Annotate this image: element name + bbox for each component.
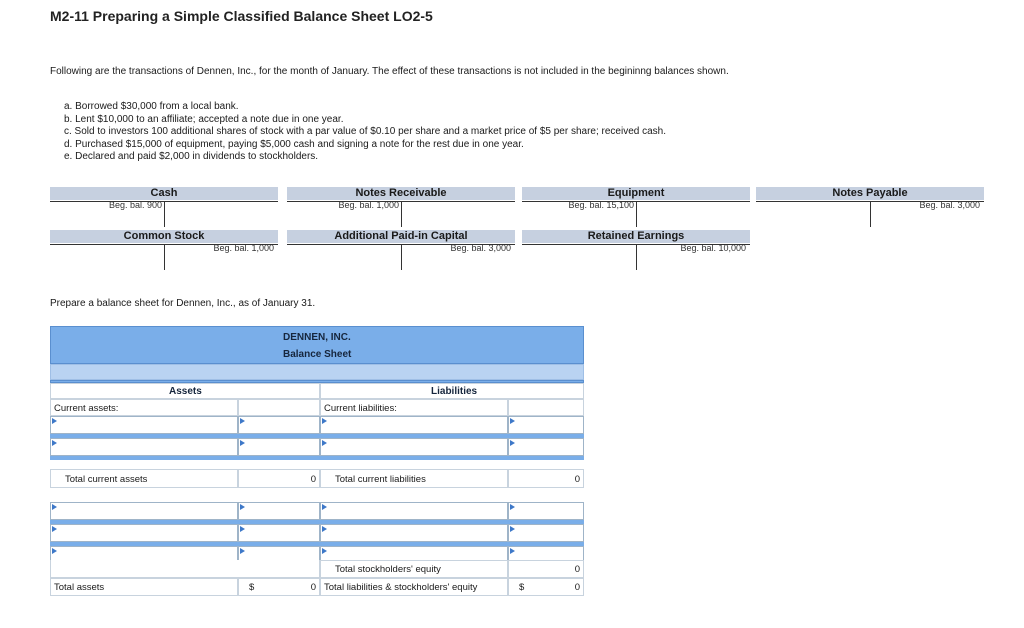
transaction-item: c. Sold to investors 100 additional shares of stock with a par value of $0.10 per share and a market price of $5 per share; received cash.	[64, 126, 667, 137]
current-liabilities-label: Current liabilities:	[324, 403, 397, 414]
liability-amount-input[interactable]	[508, 438, 584, 456]
total-current-liabilities-value: 0	[574, 474, 580, 485]
total-equity-amount-cell	[508, 560, 584, 578]
t-account-title: Additional Paid-in Capital	[287, 230, 515, 243]
blank-cell	[50, 560, 320, 578]
t-account-title: Retained Earnings	[522, 230, 750, 243]
total-assets-currency: $	[249, 582, 255, 593]
liability-name-input[interactable]	[320, 438, 508, 456]
blank-cell	[508, 399, 584, 416]
blank-cell	[238, 399, 320, 416]
liabilities-header-cell	[320, 383, 584, 399]
t-account-title: Cash	[50, 187, 278, 200]
transaction-item: d. Purchased $15,000 of equipment, paying $5,000 cash and signing a note for the rest due in one year.	[64, 138, 524, 150]
transaction-item: a. Borrowed $30,000 from a local bank.	[64, 101, 239, 112]
transaction-item: b. Lent $10,000 to an affiliate; accepted a note due in one year.	[64, 113, 344, 125]
t-account-title: Notes Receivable	[287, 187, 515, 200]
total-assets-cell	[50, 578, 238, 596]
t-account-debit: Beg. bal. 1,000	[338, 200, 399, 210]
t-account-divider	[401, 244, 402, 270]
t-account-title: Notes Payable	[756, 187, 984, 200]
asset-name-input[interactable]	[50, 502, 238, 520]
t-account-notes-receivable	[287, 187, 515, 209]
liability-amount-input[interactable]	[508, 416, 584, 434]
asset-name-input[interactable]	[50, 524, 238, 542]
total-liab-equity-cell	[320, 578, 508, 596]
current-assets-label: Current assets:	[54, 403, 119, 414]
instruction-text: Prepare a balance sheet for Dennen, Inc., as of January 31.	[50, 298, 316, 309]
liability-name-input[interactable]	[320, 416, 508, 434]
t-account-divider	[164, 244, 165, 270]
total-current-assets-cell	[50, 469, 238, 488]
t-account-divider	[636, 244, 637, 270]
total-assets-label: Total assets	[54, 582, 105, 593]
total-assets-amount-cell	[238, 578, 320, 596]
t-account-debit: Beg. bal. 900	[108, 200, 162, 210]
intro-text: Following are the transactions of Dennen, Inc., for the month of January. The effect of these transactions is not included in the begininng balances shown.	[50, 66, 729, 77]
assets-header: Assets	[169, 386, 202, 397]
t-account-title: Common Stock	[50, 230, 278, 243]
asset-amount-input[interactable]	[238, 416, 320, 434]
t-account-credit: Beg. bal. 1,000	[213, 243, 274, 253]
t-account-credit: Beg. bal. 10,000	[680, 243, 746, 253]
row-separator	[50, 456, 584, 460]
equity-name-input[interactable]	[320, 502, 508, 520]
total-current-assets-value: 0	[310, 474, 316, 485]
total-equity-value: 0	[574, 564, 580, 575]
assets-header-cell	[50, 383, 320, 399]
t-account-credit: Beg. bal. 3,000	[919, 200, 980, 210]
page-title: M2-11 Preparing a Simple Classified Balance Sheet LO2-5	[50, 8, 433, 24]
t-account-equipment	[522, 187, 750, 209]
t-account-divider	[164, 201, 165, 227]
total-current-liabilities-cell	[320, 469, 508, 488]
t-account-debit: Beg. bal. 15,100	[568, 200, 634, 210]
total-liab-equity-currency: $	[519, 582, 525, 593]
balance-sheet-header	[50, 326, 584, 364]
liabilities-header: Liabilities	[431, 386, 478, 397]
asset-amount-input[interactable]	[238, 502, 320, 520]
total-liab-equity-amount-cell	[508, 578, 584, 596]
total-liab-equity-label: Total liabilities & stockholders' equity	[324, 582, 478, 593]
asset-name-input[interactable]	[50, 416, 238, 434]
asset-amount-input[interactable]	[238, 524, 320, 542]
total-current-liabilities-label: Total current liabilities	[335, 474, 426, 485]
company-name: DENNEN, INC.	[283, 332, 351, 343]
t-account-divider	[636, 201, 637, 227]
total-assets-value: 0	[310, 582, 316, 593]
t-account-apic	[287, 230, 515, 252]
transaction-list	[64, 101, 666, 164]
total-current-assets-amount-cell	[238, 469, 320, 488]
asset-name-input[interactable]	[50, 438, 238, 456]
header-spacer	[50, 364, 584, 380]
t-account-retained-earnings	[522, 230, 750, 252]
t-account-title: Equipment	[522, 187, 750, 200]
t-account-cash	[50, 187, 278, 209]
total-equity-cell	[320, 560, 508, 578]
balance-sheet	[50, 326, 584, 596]
equity-amount-input[interactable]	[508, 502, 584, 520]
total-current-liabilities-amount-cell	[508, 469, 584, 488]
current-liabilities-cell	[320, 399, 508, 416]
t-account-notes-payable	[756, 187, 984, 209]
t-account-divider	[870, 201, 871, 227]
total-equity-label: Total stockholders' equity	[335, 564, 441, 575]
current-assets-cell	[50, 399, 238, 416]
t-account-credit: Beg. bal. 3,000	[450, 243, 511, 253]
t-account-common-stock	[50, 230, 278, 252]
total-liab-equity-value: 0	[574, 582, 580, 593]
equity-amount-input[interactable]	[508, 524, 584, 542]
t-account-divider	[401, 201, 402, 227]
asset-amount-input[interactable]	[238, 438, 320, 456]
statement-name: Balance Sheet	[283, 349, 352, 360]
equity-name-input[interactable]	[320, 524, 508, 542]
transaction-item: e. Declared and paid $2,000 in dividends to stockholders.	[64, 151, 319, 162]
total-current-assets-label: Total current assets	[65, 474, 148, 485]
